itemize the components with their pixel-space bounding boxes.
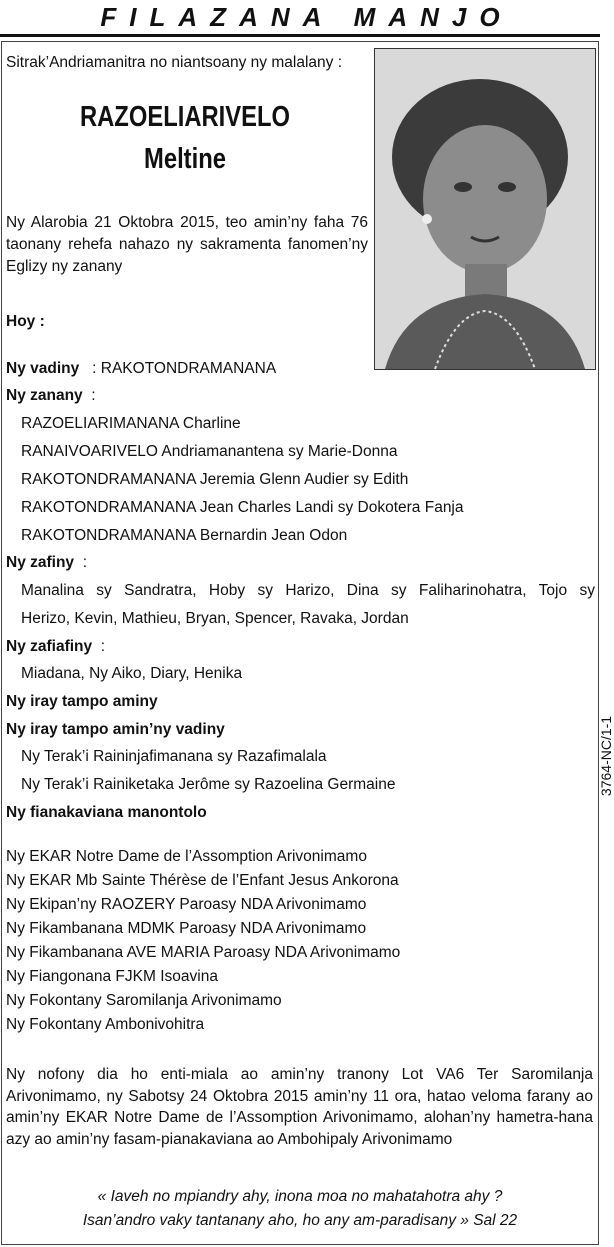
grandchildren-heading <box>6 553 87 573</box>
child-item: RAKOTONDRAMANANA Bernardin Jean Odon <box>21 527 348 544</box>
child-item: RAKOTONDRAMANANA Jean Charles Landi sy Dokotera Fanja <box>21 499 464 516</box>
spouse-line <box>6 359 276 379</box>
quote-line2: Isan’andro vaky tantanany aho, ho any am-paradisany » Sal 22 <box>82 1212 518 1229</box>
spouse-sibling-item: Ny Terak’i Rainiketaka Jerôme sy Razoelina Germaine <box>21 776 396 793</box>
spouse-label: Ny vadiny <box>6 360 80 377</box>
great-grandchildren-list: Miadana, Ny Aiko, Diary, Henika <box>21 665 243 682</box>
death-notice: Ny Alarobia 21 Oktobra 2015, teo amin’ny faha 76 taonany rehefa nahazo ny sakramenta fanomen’ny Eglizy ny zanany <box>6 214 368 275</box>
organization-item: Ny EKAR Mb Sainte Thérèse de l’Enfant Jesus Ankorona <box>6 872 399 889</box>
organization-item: Ny Fikambanana AVE MARIA Paroasy NDA Arivonimamo <box>6 944 401 961</box>
portrait-photo <box>374 48 596 370</box>
great-grandchildren-label: Ny zafiafiny <box>6 638 93 655</box>
grandchildren-list-line1: Manalina sy Sandratra, Hoby sy Harizo, Dina sy Faliharinohatra, Tojo sy <box>21 582 595 599</box>
organization-item: Ny Fiangonana FJKM Isoavina <box>6 968 218 985</box>
intro-text: Sitrak’Andriamanitra no niantsoany ny malalany : <box>6 54 343 71</box>
organization-item: Ny Fokontany Saromilanja Arivonimamo <box>6 992 282 1009</box>
grandchildren-colon: : <box>82 554 87 571</box>
reference-code: 3764-NC/1-1 <box>598 715 614 797</box>
page-title: FILAZANA MANJO <box>100 1 513 32</box>
spouse-value: : RAKOTONDRAMANANA <box>92 360 277 377</box>
siblings-heading: Ny iray tampo aminy <box>6 693 158 710</box>
deceased-surname: RAZOELIARIVELO <box>79 101 291 133</box>
header-banner <box>0 0 600 37</box>
funeral-paragraph: Ny nofony dia ho enti-miala ao amin’ny tranony Lot VA6 Ter Saromilanja Arivonimamo, ny Sabotsy 24 Oktobra 2015 amin’ny 11 ora, hatao veloma farany ao amin’ny EKAR Notre Dame de l’Assomption Arivonimamo, alohan’ny hametra-hana azy ao amin’ny fasam-pianakaviana ao Ambohipaly Arivonimamo <box>6 1066 593 1148</box>
quote-line1: « Iaveh no mpiandry ahy, inona moa no mahatahotra ahy ? <box>97 1188 503 1205</box>
children-colon: : <box>91 387 96 404</box>
spouse-sibling-item: Ny Terak’i Raininjafimanana sy Razafimalala <box>21 748 327 765</box>
grandchildren-list-line2: Herizo, Kevin, Mathieu, Bryan, Spencer, Ravaka, Jordan <box>21 610 409 627</box>
organization-item: Ny Fikambanana MDMK Paroasy NDA Arivonimamo <box>6 920 367 937</box>
children-heading <box>6 386 96 406</box>
portrait-image <box>375 49 595 369</box>
children-label: Ny zanany <box>6 387 83 404</box>
organization-item: Ny Ekipan’ny RAOZERY Paroasy NDA Arivonimamo <box>6 896 367 913</box>
relatives-heading: Ny fianakaviana manontolo <box>6 804 207 821</box>
child-item: RAZOELIARIMANANA Charline <box>21 415 241 432</box>
great-grandchildren-colon: : <box>100 638 106 655</box>
deceased-given-name: Meltine <box>144 143 226 175</box>
child-item: RAKOTONDRAMANANA Jeremia Glenn Audier sy Edith <box>21 471 409 488</box>
organization-item: Ny EKAR Notre Dame de l’Assomption Arivonimamo <box>6 848 367 865</box>
hoy-label: Hoy : <box>6 313 45 330</box>
great-grandchildren-heading <box>6 637 105 657</box>
grandchildren-label: Ny zafiny <box>6 554 75 571</box>
organization-item: Ny Fokontany Ambonivohitra <box>6 1016 205 1033</box>
child-item: RANAIVOARIVELO Andriamanantena sy Marie-Donna <box>21 443 398 460</box>
spouse-siblings-heading: Ny iray tampo amin’ny vadiny <box>6 721 225 738</box>
